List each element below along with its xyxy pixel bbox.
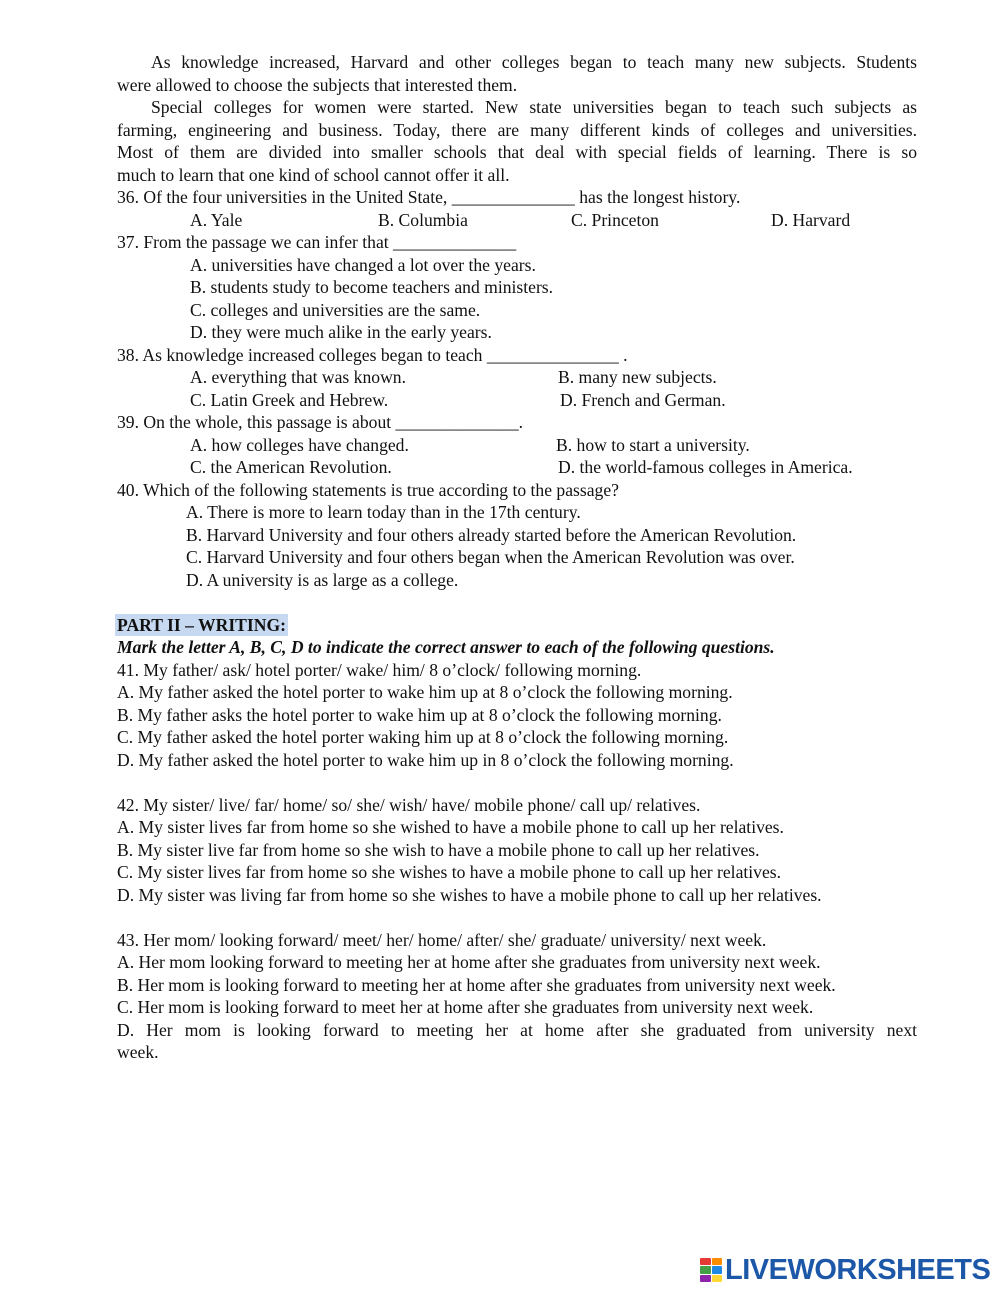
question-42 xyxy=(117,794,917,907)
option-a[interactable]: A. how colleges have changed. xyxy=(190,434,409,455)
option-c[interactable]: C. the American Revolution. xyxy=(190,457,392,477)
passage-line: were allowed to choose the subjects that interested them. xyxy=(117,74,518,95)
passage-line: Special colleges for women were started. New state universities began to teach such subjects as xyxy=(151,97,917,117)
logo-block xyxy=(700,1275,711,1282)
option-b[interactable]: B. how to start a university. xyxy=(556,434,750,455)
option-d[interactable]: D. the world-famous colleges in America. xyxy=(558,457,853,477)
passage-line: much to learn that one kind of school cannot offer it all. xyxy=(117,164,510,185)
question-stem: 40. Which of the following statements is true according to the passage? xyxy=(117,479,619,500)
option-a[interactable]: A. Her mom looking forward to meeting her at home after she graduates from university next week. xyxy=(117,952,821,972)
option-c[interactable]: C. Harvard University and four others began when the American Revolution was over. xyxy=(186,547,795,567)
option-c[interactable]: C. colleges and universities are the same. xyxy=(190,299,481,320)
question-36 xyxy=(117,186,917,231)
question-39 xyxy=(117,411,917,479)
logo-block xyxy=(700,1266,711,1273)
worksheet-page xyxy=(117,51,917,1064)
question-stem: 41. My father/ ask/ hotel porter/ wake/ him/ 8 o’clock/ following morning. xyxy=(117,659,642,680)
question-37 xyxy=(117,231,917,344)
option-b[interactable]: B. My father asks the hotel porter to wake him up at 8 o’clock the following morning. xyxy=(117,704,722,725)
logo-icon xyxy=(700,1258,722,1282)
question-43 xyxy=(117,929,917,1064)
option-b[interactable]: B. My sister live far from home so she wish to have a mobile phone to call up her relatives. xyxy=(117,839,760,860)
option-c[interactable]: C. My father asked the hotel porter waking him up at 8 o’clock the following morning. xyxy=(117,727,729,747)
option-row xyxy=(117,456,917,479)
option-a[interactable]: A. everything that was known. xyxy=(190,367,406,387)
option-a[interactable]: A. My sister lives far from home so she wished to have a mobile phone to call up her relatives. xyxy=(117,817,784,837)
option-d[interactable]: D. My sister was living far from home so she wishes to have a mobile phone to call up her relatives. xyxy=(117,884,822,905)
option-row xyxy=(117,389,917,412)
passage-line: Most of them are divided into smaller schools that deal with special fields of learning. There is so xyxy=(117,142,917,162)
part-instruction: Mark the letter A, B, C, D to indicate the correct answer to each of the following questions. xyxy=(117,637,775,657)
option-a[interactable]: A. There is more to learn today than in the 17th century. xyxy=(186,502,581,522)
question-stem: 43. Her mom/ looking forward/ meet/ her/ home/ after/ she/ graduate/ university/ next week. xyxy=(117,929,767,950)
question-38 xyxy=(117,344,917,412)
part-title: PART II – WRITING: xyxy=(117,614,286,635)
logo-block xyxy=(712,1275,723,1282)
question-41 xyxy=(117,659,917,772)
option-c[interactable]: C. My sister lives far from home so she wishes to have a mobile phone to call up her relatives. xyxy=(117,862,782,882)
option-d[interactable]: D. My father asked the hotel porter to wake him up in 8 o’clock the following morning. xyxy=(117,749,734,770)
question-stem: 37. From the passage we can infer that ______________ xyxy=(117,232,517,252)
option-d[interactable]: D. Harvard xyxy=(771,209,851,230)
passage xyxy=(117,51,917,186)
option-b[interactable]: B. students study to become teachers and ministers. xyxy=(190,277,554,297)
option-row xyxy=(117,366,917,389)
passage-line: farming, engineering and business. Today, there are many different kinds of colleges and universities. xyxy=(117,119,917,140)
option-d[interactable]: D. A university is as large as a college. xyxy=(186,569,459,590)
option-d[interactable]: D. they were much alike in the early years. xyxy=(190,322,492,342)
question-stem: 42. My sister/ live/ far/ home/ so/ she/ wish/ have/ mobile phone/ call up/ relatives. xyxy=(117,794,701,815)
option-b[interactable]: B. many new subjects. xyxy=(558,367,717,387)
logo-block xyxy=(712,1266,723,1273)
option-d[interactable]: D. Her mom is looking forward to meeting her at home after she graduated from university next xyxy=(117,1019,917,1040)
option-a[interactable]: A. universities have changed a lot over the years. xyxy=(190,254,536,275)
option-b[interactable]: B. Harvard University and four others already started before the American Revolution. xyxy=(186,524,797,545)
option-row xyxy=(117,434,917,457)
liveworksheets-logo xyxy=(700,1253,991,1286)
logo-block xyxy=(712,1258,723,1265)
option-a[interactable]: A. My father asked the hotel porter to wake him up at 8 o’clock the following morning. xyxy=(117,682,733,702)
logo-text: LIVEWORKSHEETS xyxy=(725,1253,991,1286)
question-stem: 39. On the whole, this passage is about ______________. xyxy=(117,412,524,432)
part-2-header xyxy=(117,614,917,659)
option-b[interactable]: B. Columbia xyxy=(378,209,468,230)
option-d[interactable]: D. French and German. xyxy=(560,389,726,410)
option-c[interactable]: C. Her mom is looking forward to meet her at home after she graduates from university next week. xyxy=(117,997,814,1017)
passage-line: As knowledge increased, Harvard and other colleges began to teach many new subjects. Students xyxy=(151,52,917,72)
question-stem: 38. As knowledge increased colleges began to teach _______________ . xyxy=(117,344,628,365)
question-stem: 36. Of the four universities in the United State, ______________ has the longest history. xyxy=(117,187,741,207)
logo-block xyxy=(700,1258,711,1265)
option-c[interactable]: C. Latin Greek and Hebrew. xyxy=(190,389,389,410)
option-d-continued[interactable]: week. xyxy=(117,1042,159,1062)
question-40 xyxy=(117,479,917,592)
option-row xyxy=(117,209,917,232)
option-c[interactable]: C. Princeton xyxy=(571,209,659,230)
option-a[interactable]: A. Yale xyxy=(190,209,243,230)
option-b[interactable]: B. Her mom is looking forward to meeting her at home after she graduates from university next week. xyxy=(117,974,836,995)
